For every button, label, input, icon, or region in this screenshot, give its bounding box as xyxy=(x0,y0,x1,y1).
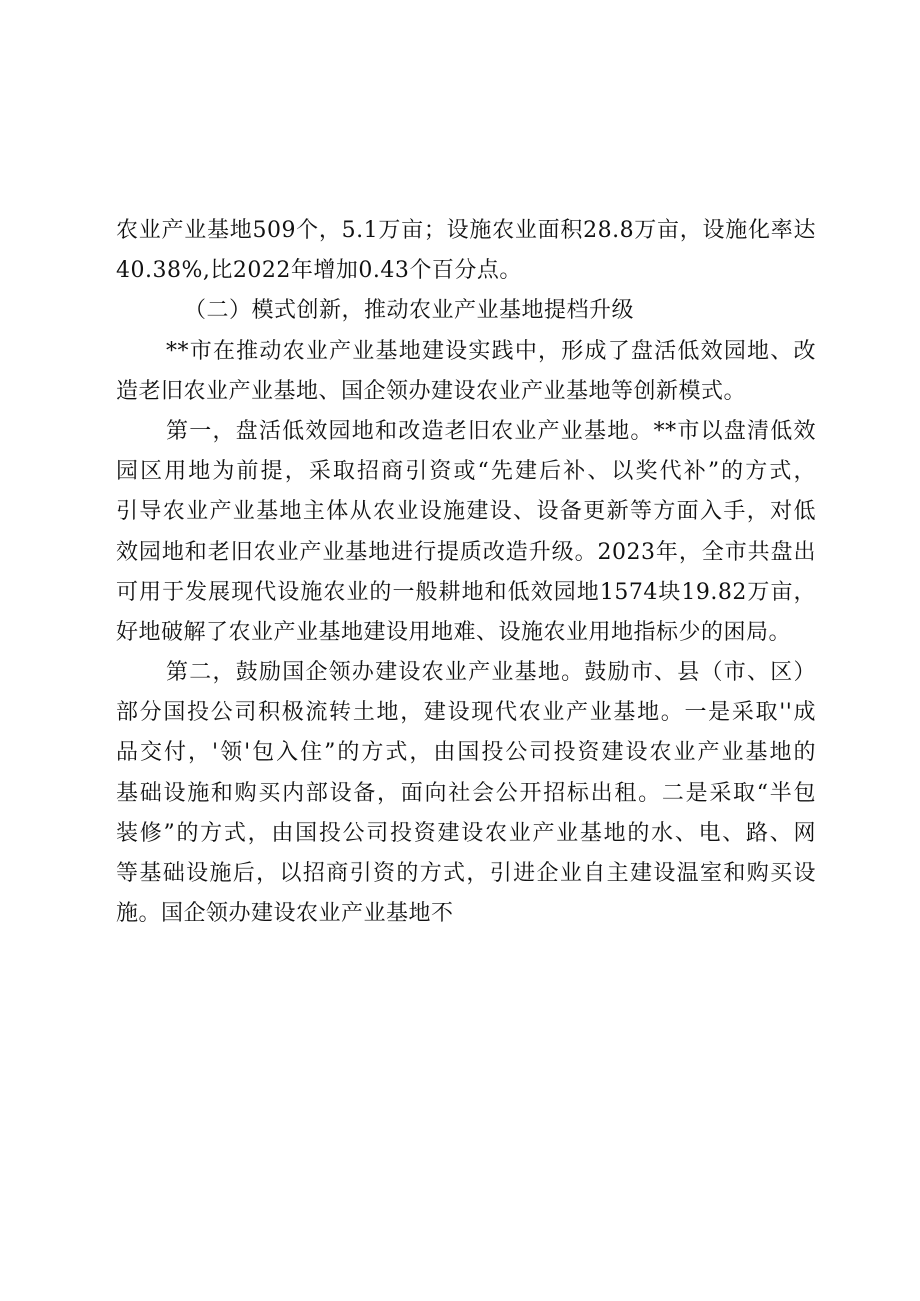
text-line: 引导农业产业基地主体从农业设施建设、设备更新等方面入手，对低 xyxy=(116,499,816,525)
text-line: 40.38%,比2022年增加0.43个百分点。 xyxy=(116,258,522,284)
text-line: 施。国企领办建设农业产业基地不 xyxy=(116,901,454,927)
text-line: 品交付，'领'包入住”的方式，由国投公司投资建设农业产业基地的 xyxy=(116,740,816,766)
text-line: 装修”的方式，由国投公司投资建设农业产业基地的水、电、路、网 xyxy=(116,820,816,846)
text-line: 效园地和老旧农业产业基地进行提质改造升级。2023年，全市共盘出 xyxy=(116,539,816,565)
document-body xyxy=(116,211,816,934)
section-heading: （二）模式创新，推动农业产业基地提档升级 xyxy=(184,298,635,324)
text-line: 好地破解了农业产业基地建设用地难、设施农业用地指标少的困局。 xyxy=(116,619,792,645)
text-line: 农业产业基地509个，5.1万亩；设施农业面积28.8万亩，设施化率达 xyxy=(116,218,816,243)
text-line: 园区用地为前提，采取招商引资或“先建后补、以奖代补”的方式， xyxy=(116,459,816,485)
text-line: 第二，鼓励国企领办建设农业产业基地。鼓励市、县（市、区） xyxy=(166,660,816,686)
text-line: 造老旧农业产业基地、国企领办建设农业产业基地等创新模式。 xyxy=(116,378,747,404)
text-line: 部分国投公司积极流转土地，建设现代农业产业基地。一是采取''成 xyxy=(116,700,816,726)
text-line: 等基础设施后，以招商引资的方式，引进企业自主建设温室和购买设 xyxy=(116,861,816,886)
text-line: 第一，盘活低效园地和改造老旧农业产业基地。**市以盘清低效 xyxy=(166,418,816,444)
text-line: **市在推动农业产业基地建设实践中，形成了盘活低效园地、改 xyxy=(166,338,816,364)
text-line: 基础设施和购买内部设备，面向社会公开招标出租。二是采取“半包 xyxy=(116,780,816,806)
text-line: 可用于发展现代设施农业的一般耕地和低效园地1574块19.82万亩， xyxy=(116,579,816,605)
